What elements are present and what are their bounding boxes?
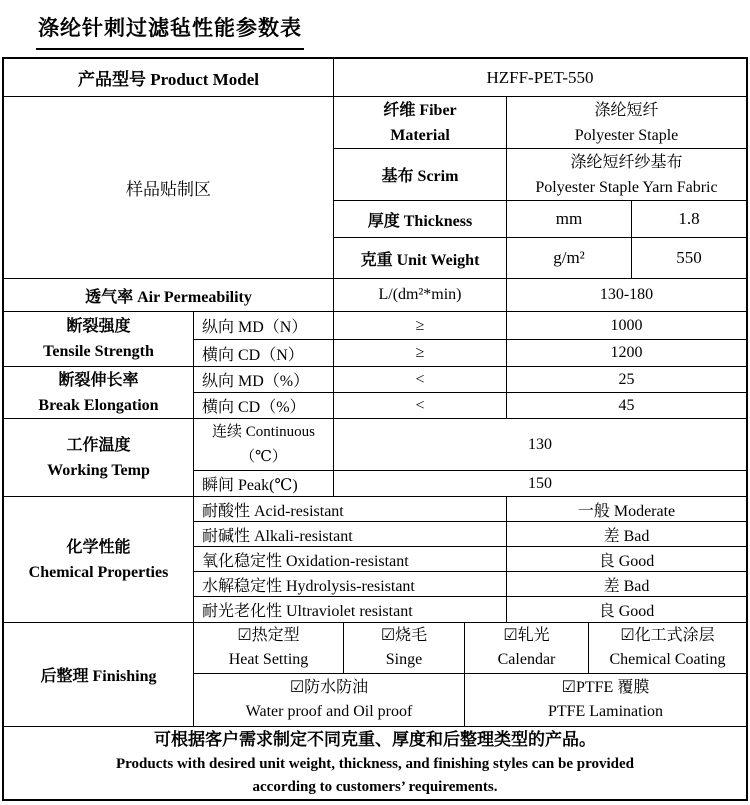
unit-weight-unit: g/m² bbox=[507, 238, 632, 278]
tensile-md-direction: 纵向 MD（N） bbox=[194, 312, 334, 339]
chemical-rows bbox=[194, 497, 746, 622]
break-elongation-label-en: Break Elongation bbox=[38, 396, 159, 414]
oxidation-resistant-label: 氧化稳定性 Oxidation-resistant bbox=[194, 547, 507, 571]
working-temp-section bbox=[4, 419, 746, 497]
fiber-value bbox=[507, 97, 746, 148]
hydrolysis-resistant-rating: 差 Bad bbox=[603, 577, 650, 595]
working-temp-label bbox=[4, 419, 194, 496]
checkbox-checked-icon: ☑ bbox=[503, 627, 518, 644]
elongation-cd-direction: 横向 CD（%） bbox=[194, 393, 334, 418]
footer-note-en-line1: Products with desired unit weight, thickness, and finishing styles can be provided bbox=[115, 756, 634, 772]
chemical-coating-en: Chemical Coating bbox=[609, 651, 726, 668]
working-temp-label-en: Working Temp bbox=[47, 461, 150, 479]
calendar-option bbox=[465, 623, 589, 673]
scrim-row bbox=[334, 149, 746, 201]
working-temp-rows bbox=[194, 419, 746, 496]
finishing-row-1 bbox=[194, 623, 746, 674]
hydrolysis-resistant-label: 水解稳定性 Hydrolysis-resistant bbox=[194, 572, 507, 596]
peak-temp-row bbox=[194, 471, 746, 496]
tensile-cd-value: 1200 bbox=[610, 344, 643, 361]
unit-weight-value: 550 bbox=[676, 248, 702, 267]
ptfe-lamination-en: PTFE Lamination bbox=[547, 703, 664, 720]
singe-option bbox=[344, 623, 465, 673]
oxidation-resistant-rating: 良 Good bbox=[598, 552, 655, 570]
scrim-label: 基布 Scrim bbox=[334, 149, 507, 200]
tensile-strength-label-zh: 断裂强度 bbox=[66, 318, 131, 335]
waterproof-en: Water proof and Oil proof bbox=[245, 703, 413, 720]
sample-section bbox=[4, 97, 746, 279]
working-temp-label-zh: 工作温度 bbox=[66, 436, 131, 454]
oxidation-resistant-row bbox=[194, 547, 746, 572]
break-elongation-rows bbox=[194, 367, 746, 418]
alkali-resistant-rating: 差 Bad bbox=[603, 527, 650, 545]
fiber-row bbox=[334, 97, 746, 149]
fiber-value-zh: 涤纶短纤 bbox=[594, 101, 659, 119]
continuous-temp-value: 130 bbox=[528, 435, 552, 453]
tensile-md-row bbox=[194, 312, 746, 340]
singe-en: Singe bbox=[385, 651, 423, 668]
finishing-row-2 bbox=[194, 674, 746, 726]
ptfe-lamination-zh-text: PTFE 覆膜 bbox=[575, 679, 650, 696]
tensile-strength-label bbox=[4, 312, 194, 366]
air-permeability-label: 透气率 Air Permeability bbox=[4, 279, 334, 311]
checkbox-checked-icon: ☑ bbox=[237, 627, 252, 644]
acid-resistant-row bbox=[194, 497, 746, 522]
thickness-unit: mm bbox=[507, 201, 632, 237]
heat-setting-en: Heat Setting bbox=[228, 651, 309, 668]
fiber-value-en: Polyester Staple bbox=[574, 126, 679, 144]
chemical-coating-zh bbox=[620, 624, 714, 648]
calendar-zh-text: 轧光 bbox=[517, 627, 550, 644]
elongation-md-comparator: < bbox=[334, 367, 507, 392]
elongation-md-value: 25 bbox=[618, 370, 635, 388]
ultraviolet-resistant-rating: 良 Good bbox=[598, 603, 655, 620]
heat-setting-zh bbox=[237, 624, 299, 648]
scrim-value-en: Polyester Staple Yarn Fabric bbox=[535, 178, 718, 196]
singe-zh-text: 烧毛 bbox=[395, 627, 428, 644]
heat-setting-option bbox=[194, 623, 344, 673]
finishing-section bbox=[4, 623, 746, 727]
fiber-label-zh: 纤维 Fiber bbox=[383, 101, 457, 119]
fiber-label-en: Material bbox=[390, 126, 450, 144]
acid-resistant-rating: 一般 Moderate bbox=[577, 502, 676, 520]
elongation-cd-value: 45 bbox=[618, 396, 635, 414]
product-model-row bbox=[4, 59, 746, 97]
tensile-cd-direction: 横向 CD（N） bbox=[194, 340, 334, 366]
elongation-cd-row bbox=[194, 393, 746, 418]
tensile-md-value: 1000 bbox=[610, 316, 643, 334]
ultraviolet-resistant-row bbox=[194, 597, 746, 622]
tensile-cd-row bbox=[194, 340, 746, 366]
chemical-properties-label-zh: 化学性能 bbox=[66, 538, 131, 556]
checkbox-checked-icon: ☑ bbox=[561, 679, 576, 696]
checkbox-checked-icon: ☑ bbox=[620, 627, 635, 644]
tensile-cd-comparator: ≥ bbox=[334, 340, 507, 366]
waterproof-zh-text: 防水防油 bbox=[304, 679, 369, 696]
chemical-properties-section bbox=[4, 497, 746, 623]
spec-table bbox=[2, 57, 748, 801]
ptfe-lamination-option bbox=[465, 674, 746, 726]
continuous-temp-label-line1: 连续 Continuous bbox=[212, 423, 315, 440]
chemical-coating-zh-text: 化工式涂层 bbox=[634, 627, 715, 644]
checkbox-checked-icon: ☑ bbox=[380, 627, 396, 644]
chemical-properties-label-en: Chemical Properties bbox=[28, 563, 169, 581]
waterproof-option bbox=[194, 674, 465, 726]
ptfe-lamination-zh bbox=[562, 676, 650, 700]
sample-area-cell: 样品贴制区 bbox=[4, 97, 334, 278]
elongation-cd-comparator: < bbox=[334, 393, 507, 418]
calendar-en: Calendar bbox=[497, 651, 556, 668]
break-elongation-section bbox=[4, 367, 746, 419]
air-permeability-row bbox=[4, 279, 746, 312]
break-elongation-label bbox=[4, 367, 194, 418]
chemical-coating-option bbox=[589, 623, 746, 673]
scrim-value bbox=[507, 149, 746, 200]
product-model-label: 产品型号 Product Model bbox=[4, 59, 334, 96]
peak-temp-value: 150 bbox=[528, 474, 552, 492]
ultraviolet-resistant-label: 耐光老化性 Ultraviolet resistant bbox=[194, 597, 507, 622]
finishing-label: 后整理 Finishing bbox=[4, 623, 194, 726]
fiber-label bbox=[334, 97, 507, 148]
air-permeability-unit: L/(dm²*min) bbox=[334, 279, 507, 311]
elongation-md-row bbox=[194, 367, 746, 393]
thickness-label: 厚度 Thickness bbox=[334, 201, 507, 237]
sample-rows bbox=[334, 97, 746, 278]
heat-setting-zh-text: 热定型 bbox=[251, 627, 300, 644]
thickness-row bbox=[334, 201, 746, 238]
product-model-value: HZFF-PET-550 bbox=[486, 67, 594, 87]
elongation-md-direction: 纵向 MD（%） bbox=[194, 367, 334, 392]
peak-temp-label: 瞬间 Peak(℃) bbox=[194, 471, 334, 496]
alkali-resistant-row bbox=[194, 522, 746, 547]
alkali-resistant-label: 耐碱性 Alkali-resistant bbox=[194, 522, 507, 546]
footer-note-zh: 可根据客户需求制定不同克重、厚度和后整理类型的产品。 bbox=[154, 730, 596, 749]
air-permeability-value: 130-180 bbox=[599, 286, 654, 303]
footer-note bbox=[4, 727, 746, 799]
tensile-strength-rows bbox=[194, 312, 746, 366]
thickness-value: 1.8 bbox=[678, 209, 700, 228]
hydrolysis-resistant-row bbox=[194, 572, 746, 597]
continuous-temp-row bbox=[194, 419, 746, 471]
acid-resistant-label: 耐酸性 Acid-resistant bbox=[194, 497, 507, 521]
unit-weight-row bbox=[334, 238, 746, 278]
page-title: 涤纶针刺过滤毡性能参数表 bbox=[36, 12, 304, 50]
calendar-zh bbox=[503, 624, 549, 648]
unit-weight-label: 克重 Unit Weight bbox=[334, 238, 507, 278]
checkbox-checked-icon: ☑ bbox=[289, 679, 305, 696]
scrim-value-zh: 涤纶短纤纱基布 bbox=[570, 153, 683, 171]
break-elongation-label-zh: 断裂伸长率 bbox=[58, 371, 139, 389]
singe-zh bbox=[381, 624, 427, 648]
chemical-properties-label bbox=[4, 497, 194, 622]
waterproof-zh bbox=[290, 676, 368, 700]
continuous-temp-label-line2: （℃） bbox=[240, 448, 287, 465]
continuous-temp-label bbox=[194, 419, 334, 470]
tensile-md-comparator: ≥ bbox=[334, 312, 507, 339]
tensile-strength-section bbox=[4, 312, 746, 367]
tensile-strength-label-en: Tensile Strength bbox=[43, 343, 154, 360]
footer-note-en-line2: according to customers’ requirements. bbox=[252, 779, 498, 795]
finishing-rows bbox=[194, 623, 746, 726]
